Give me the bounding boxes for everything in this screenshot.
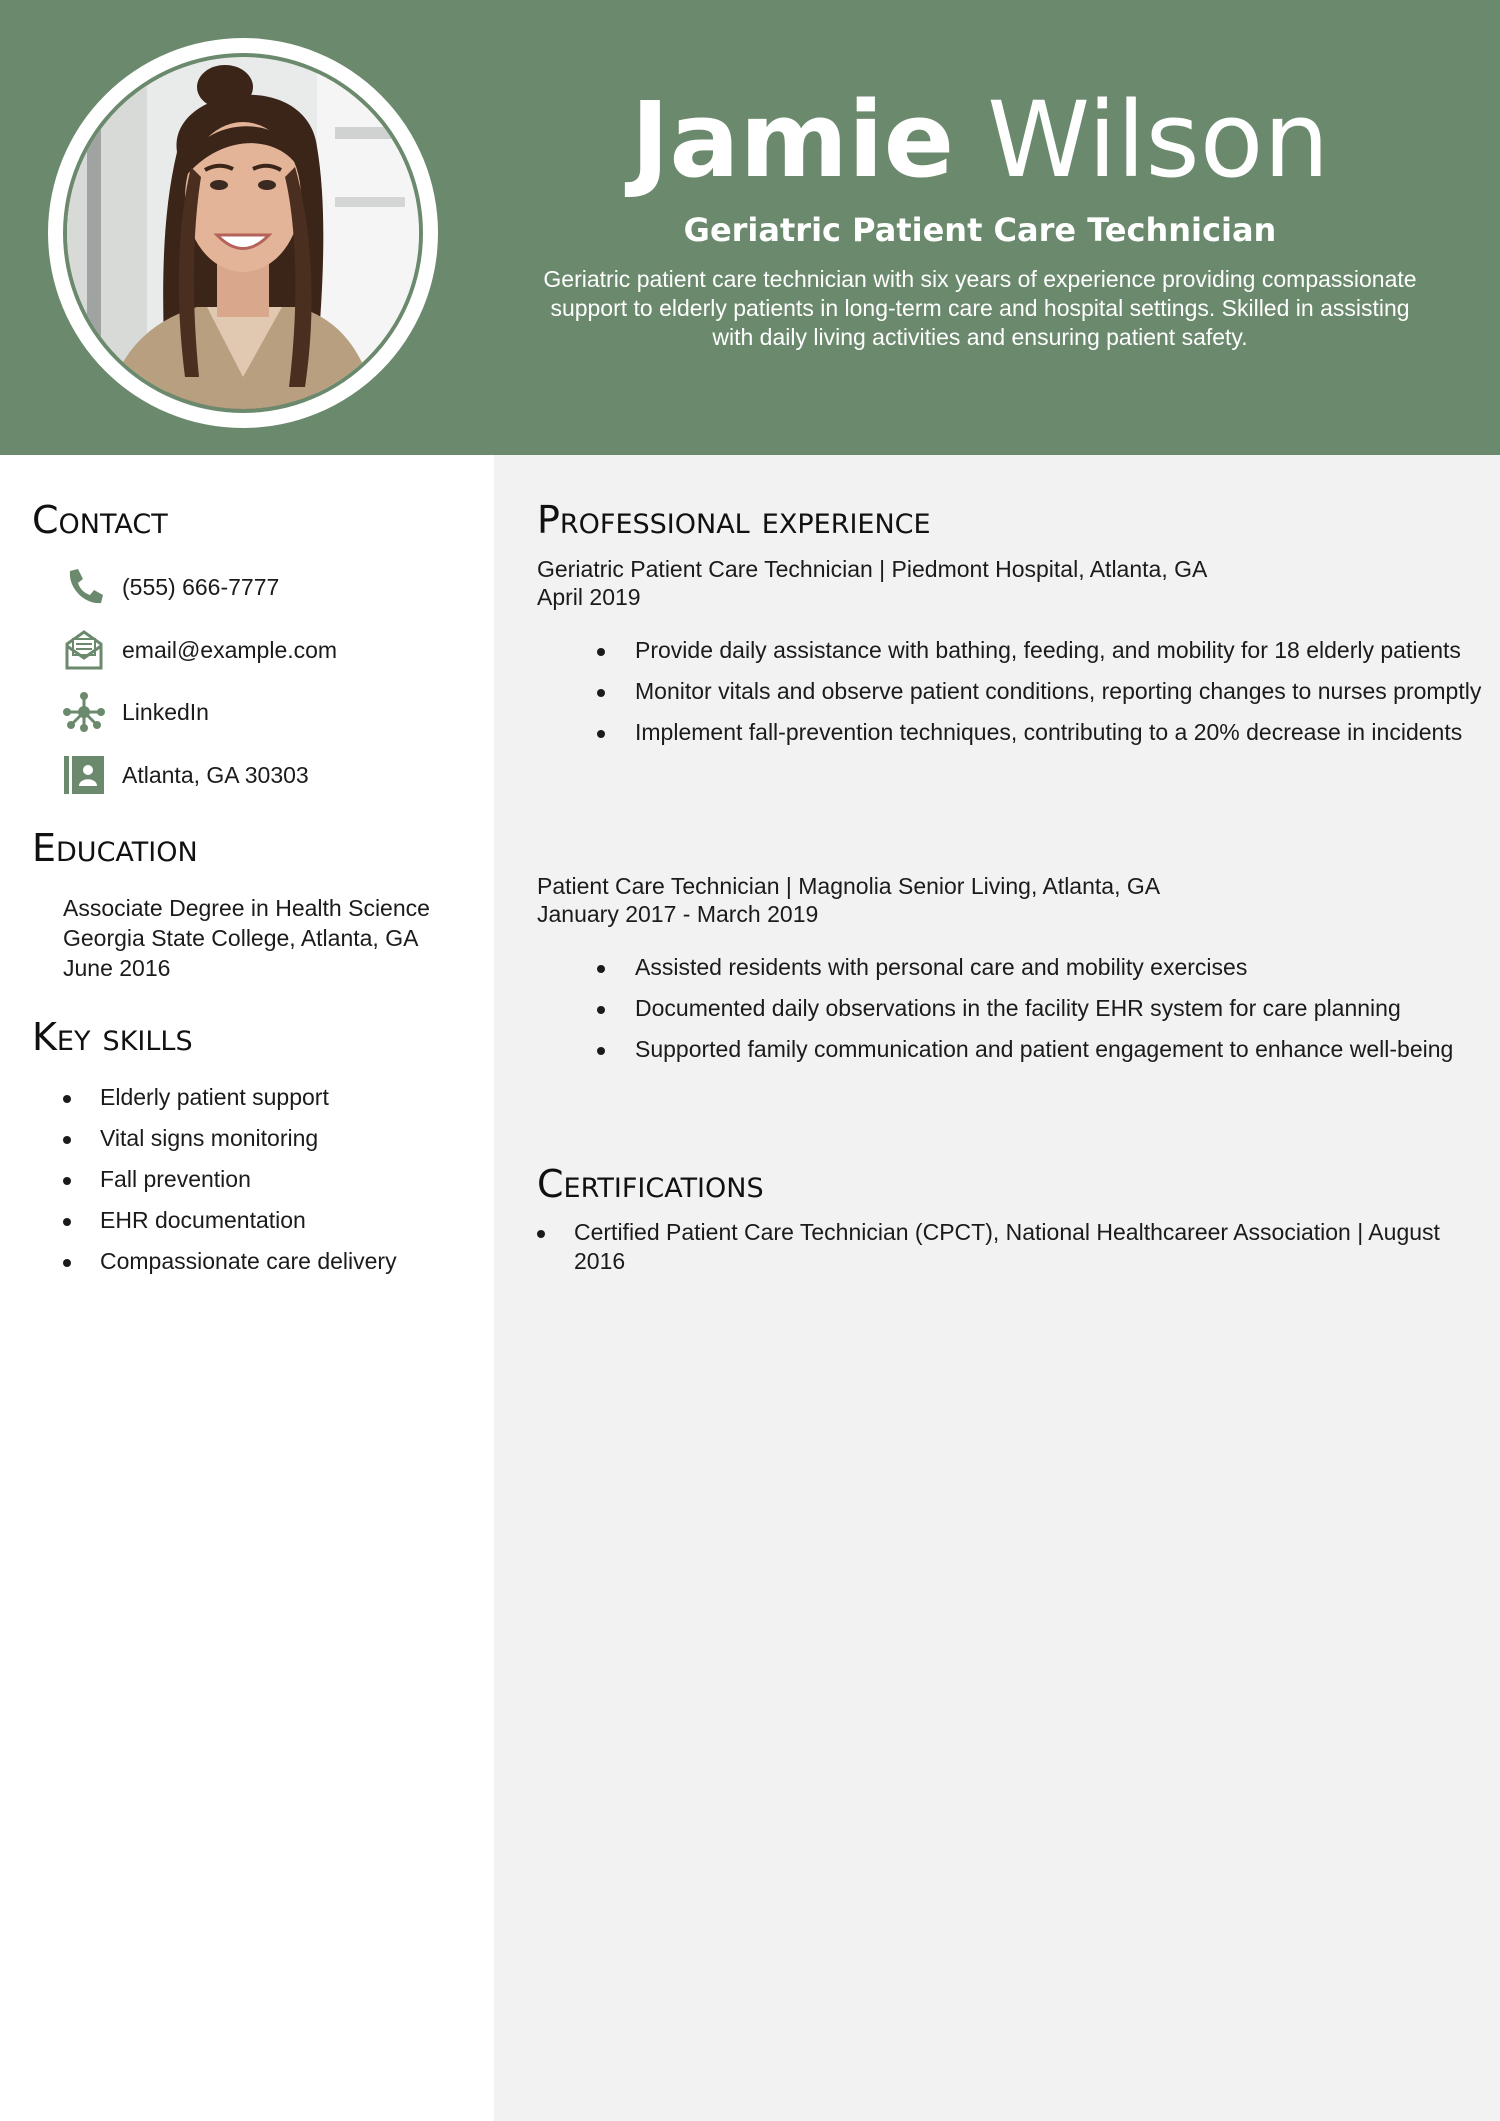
job-bullet: Supported family communication and patient engagement to enhance well-being [537,1035,1495,1064]
network-icon [62,690,106,734]
education-heading: Education [32,826,198,870]
contact-heading: Contact [32,498,168,542]
job-bullet: Implement fall-prevention techniques, contributing to a 20% decrease in incidents [537,718,1495,747]
job-date: April 2019 [537,584,641,610]
experience-heading: Professional experience [537,498,931,542]
skills-heading: Key skills [32,1015,193,1059]
address-text: Atlanta, GA 30303 [122,762,309,788]
job-bullets [537,636,1495,759]
profile-summary: Geriatric patient care technician with six years of experience providing compassionate support to elderly patients in long-term care and hospital settings. Skilled in assisting with daily living activities and ensuring patient safety. [543,266,1417,350]
skill-item: Compassionate care delivery [63,1247,397,1288]
skills-list [63,1083,397,1288]
job-title: Geriatric Patient Care Technician [683,211,1277,249]
linkedin-text: LinkedIn [122,699,209,725]
address-book-icon [62,753,106,797]
candidate-name [540,80,1420,200]
first-name: Jamie [630,79,955,201]
job-bullet: Documented daily observations in the facility EHR system for care planning [537,994,1495,1023]
job-bullet: Assisted residents with personal care and mobility exercises [537,953,1495,982]
school: Georgia State College, Atlanta, GA [63,925,419,951]
portrait-illustration [67,57,419,409]
skill-item: Elderly patient support [63,1083,397,1124]
phone-icon [62,565,106,609]
certification-item: Certified Patient Care Technician (CPCT), National Healthcareer Association | August 2016 [537,1218,1494,1276]
phone-text: (555) 666-7777 [122,574,280,600]
last-name: Wilson [987,79,1330,201]
job-date: January 2017 - March 2019 [537,901,819,927]
degree: Associate Degree in Health Science [63,895,430,921]
education-entry [63,893,483,983]
email-text: email@example.com [122,637,338,663]
job-bullet: Monitor vitals and observe patient conditions, reporting changes to nurses promptly [537,677,1495,706]
skill-item: Fall prevention [63,1165,397,1206]
job-heading: Patient Care Technician | Magnolia Senior Living, Atlanta, GA [537,873,1161,899]
envelope-icon [62,628,106,672]
job-heading: Geriatric Patient Care Technician | Piedmont Hospital, Atlanta, GA [537,556,1208,582]
certifications-list [537,1218,1494,1276]
profile-photo [63,53,423,413]
skill-item: EHR documentation [63,1206,397,1247]
skill-item: Vital signs monitoring [63,1124,397,1165]
graduation-date: June 2016 [63,955,171,981]
job-bullet: Provide daily assistance with bathing, feeding, and mobility for 18 elderly patients [537,636,1495,665]
job-bullets [537,953,1495,1076]
certifications-heading: Certifications [537,1162,764,1206]
